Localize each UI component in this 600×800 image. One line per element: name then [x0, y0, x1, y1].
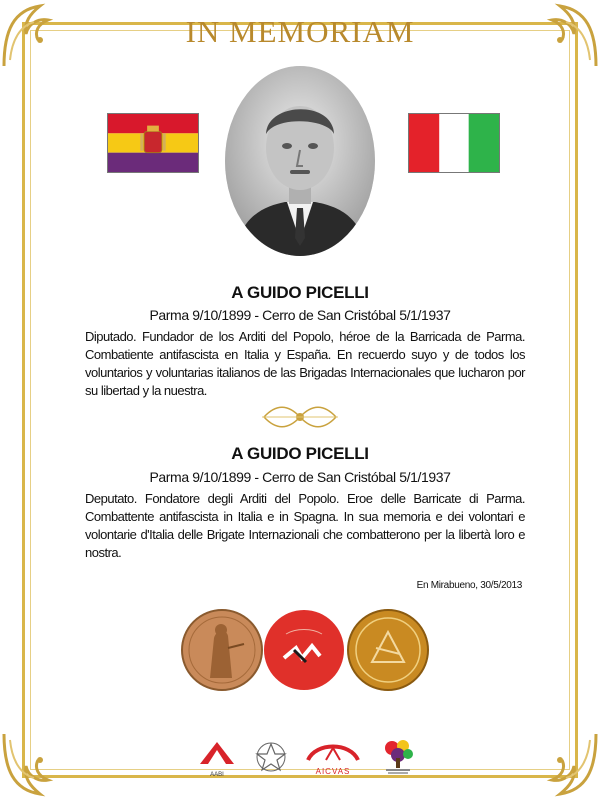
italian-text: Deputato. Fondatore degli Arditi del Popolo. Eroe delle Barricate di Parma. Combattente antifascista in Italia e in Spagna. In sua memoria e dei volontari e volontarie d'Italia delle Brigate Internazionali che combatterono per la libertà loro e nostra.: [85, 491, 525, 560]
gold-medal-icon: [346, 608, 430, 692]
tree-logo-icon: [380, 738, 416, 776]
spanish-heading: A GUIDO PICELLI: [231, 283, 369, 302]
aicvas-arch-icon: [304, 740, 362, 762]
corner-ornament-icon: [530, 730, 600, 800]
spanish-republic-flag-icon: [107, 113, 199, 173]
aabi-logo-icon: [196, 740, 238, 766]
red-medal-icon: [262, 608, 346, 692]
portrait-photo: [225, 66, 375, 256]
italian-heading: A GUIDO PICELLI: [231, 444, 369, 463]
bronze-medal-icon: [180, 608, 264, 692]
aicvas-logo: [304, 740, 362, 776]
aicvas-label: AICVAS: [315, 767, 351, 776]
italian-dates: Parma 9/10/1899 - Cerro de San Cristóbal 5/1/1937: [149, 469, 451, 485]
italian-flag-icon: [408, 113, 500, 173]
star-emblem-icon: [254, 740, 288, 774]
place-date: En Mirabueno, 30/5/2013: [416, 580, 522, 591]
corner-ornament-icon: [0, 730, 70, 800]
page-title: IN MEMORIAM: [185, 14, 415, 49]
ornament-divider-icon: [262, 400, 338, 434]
spanish-dates: Parma 9/10/1899 - Cerro de San Cristóbal 5/1/1937: [149, 307, 451, 323]
aabi-label: AABI: [210, 772, 224, 778]
aabi-logo: [196, 740, 238, 778]
spanish-text: Diputado. Fundador de los Arditi del Popolo, héroe de la Barricada de Parma. Combatiente antifascista en Italia y España. En recuerdo suyo y de todos los voluntarios y voluntarias italianos de las Brigadas Internacionales que lucharon por su libertad y la nuestra.: [85, 329, 525, 398]
